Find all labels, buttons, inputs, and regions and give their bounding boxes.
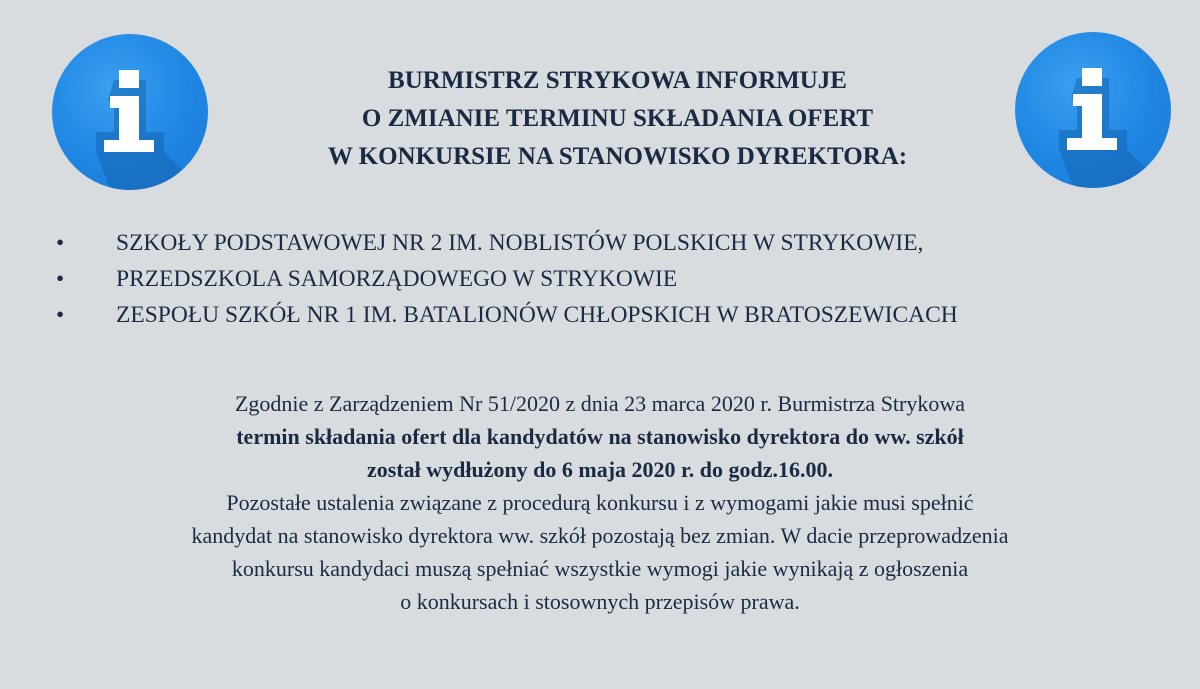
list-item [44, 261, 1194, 297]
bullet-marker: • [56, 266, 65, 292]
notice-text [20, 387, 1180, 618]
info-icon [1015, 32, 1171, 188]
notice-line: konkursu kandydaci muszą spełniać wszystkie wymogi jakie wynikają z ogłoszenia [231, 556, 969, 581]
list-item-label: SZKOŁY PODSTAWOWEJ NR 2 IM. NOBLISTÓW POLSKICH W STRYKOWIE, [116, 230, 924, 256]
notice-line: Zgodnie z Zarządzeniem Nr 51/2020 z dnia 23 marca 2020 r. Burmistrza Strykowa [234, 391, 966, 416]
title-line: W KONKURSIE NA STANOWISKO DYREKTORA: [327, 143, 908, 170]
notice-line-bold: został wydłużony do 6 maja 2020 r. do godz.16.00. [366, 457, 834, 482]
info-icon [52, 34, 208, 190]
list-item-label: PRZEDSZKOLA SAMORZĄDOWEGO W STRYKOWIE [116, 266, 678, 292]
school-list [44, 225, 1194, 333]
notice-line: kandydat na stanowisko dyrektora ww. szkół pozostają bez zmian. W dacie przeprowadzenia [191, 523, 1009, 548]
notice-line: o konkursach i stosownych przepisów prawa. [400, 589, 800, 614]
bullet-marker: • [56, 230, 65, 256]
title-line: O ZMIANIE TERMINU SKŁADANIA OFERT [361, 105, 874, 132]
notice-line: Pozostałe ustalenia związane z procedurą konkursu i z wymogami jakie musi spełnić [226, 490, 974, 515]
list-item [44, 225, 1194, 261]
notice-line-bold: termin składania ofert dla kandydatów na stanowisko dyrektora do ww. szkół [236, 424, 964, 449]
title-line: BURMISTRZ STRYKOWA INFORMUJE [388, 67, 847, 94]
list-item [44, 297, 1194, 333]
list-item-label: ZESPOŁU SZKÓŁ NR 1 IM. BATALIONÓW CHŁOPSKICH W BRATOSZEWICACH [116, 302, 958, 328]
page-title [230, 62, 1005, 176]
bullet-marker: • [56, 302, 65, 328]
